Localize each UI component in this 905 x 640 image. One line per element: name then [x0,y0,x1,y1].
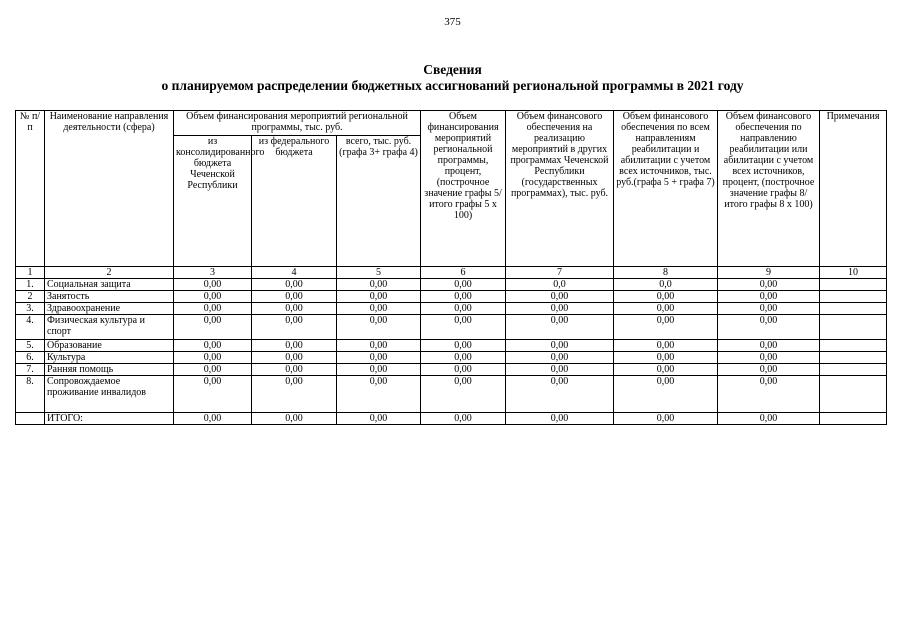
cell-share: 0,00 [421,303,506,315]
header-federal: из федерального бюджета [252,136,337,267]
table-row [16,279,887,291]
cell-consolidated: 0,00 [174,291,252,303]
cell-share: 0,00 [421,279,506,291]
row-number: 7. [16,364,45,376]
row-name: Сопровождаемое проживание инвалидов [45,376,174,413]
cell-all-sources-share: 0,00 [718,364,820,376]
row-number: 1. [16,279,45,291]
cell-federal: 0,00 [252,315,337,340]
cell-other-programs: 0,0 [506,279,614,291]
cell-share: 0,00 [421,376,506,413]
cell-total: 0,00 [337,279,421,291]
cell-total: 0,00 [337,376,421,413]
cell-other-programs: 0,00 [506,376,614,413]
cell-notes [820,340,887,352]
cell-notes [820,315,887,340]
header-share: Объем финансирования мероприятий региональной программы, процент, (построчное значение графы 5/ итого графы 5 х 100) [421,111,506,267]
cell-total: 0,00 [337,340,421,352]
cell-consolidated: 0,00 [174,279,252,291]
cell-federal: 0,00 [252,376,337,413]
header-no: № п/п [16,111,45,267]
cell-total: 0,00 [337,315,421,340]
cell-all-sources: 0,00 [614,315,718,340]
cell-notes [820,303,887,315]
row-number: 4. [16,315,45,340]
cell-consolidated: 0,00 [174,340,252,352]
header-funding-group: Объем финансирования мероприятий региональной программы, тыс. руб. [174,111,421,136]
cell-all-sources: 0,00 [614,376,718,413]
column-number: 4 [252,267,337,279]
cell-all-sources: 0,00 [614,303,718,315]
cell-other-programs: 0,00 [506,413,614,425]
cell-all-sources-share: 0,00 [718,315,820,340]
cell-federal: 0,00 [252,364,337,376]
cell-share: 0,00 [421,315,506,340]
row-number [16,413,45,425]
table-row [16,315,887,340]
cell-total: 0,00 [337,352,421,364]
cell-total: 0,00 [337,291,421,303]
column-number-row [16,267,887,279]
cell-all-sources-share: 0,00 [718,352,820,364]
cell-all-sources-share: 0,00 [718,279,820,291]
row-name: Ранняя помощь [45,364,174,376]
row-name: Культура [45,352,174,364]
header-all-sources: Объем финансового обеспечения по всем направлениям реабилитации и абилитации с учетом всех источников, тыс. руб.(графа 5 + графа 7) [614,111,718,267]
document-title [0,62,905,94]
row-name: Социальная защита [45,279,174,291]
cell-notes [820,291,887,303]
header-name: Наименование направления деятельности (сфера) [45,111,174,267]
cell-share: 0,00 [421,291,506,303]
column-number: 3 [174,267,252,279]
cell-federal: 0,00 [252,279,337,291]
column-number: 6 [421,267,506,279]
cell-other-programs: 0,00 [506,340,614,352]
cell-notes [820,352,887,364]
cell-consolidated: 0,00 [174,376,252,413]
cell-notes [820,279,887,291]
row-name: Занятость [45,291,174,303]
cell-federal: 0,00 [252,340,337,352]
document-title-line-1: Сведения [423,62,482,77]
cell-total: 0,00 [337,364,421,376]
header-consolidated: из консолидированного бюджета Чеченской Республики [174,136,252,267]
cell-total: 0,00 [337,413,421,425]
cell-share: 0,00 [421,340,506,352]
cell-all-sources-share: 0,00 [718,376,820,413]
budget-allocation-table [15,110,887,425]
table-row [16,340,887,352]
cell-all-sources: 0,00 [614,352,718,364]
cell-consolidated: 0,00 [174,352,252,364]
column-number: 9 [718,267,820,279]
cell-other-programs: 0,00 [506,291,614,303]
cell-all-sources: 0,00 [614,340,718,352]
cell-all-sources: 0,00 [614,291,718,303]
column-number: 8 [614,267,718,279]
row-number: 8. [16,376,45,413]
header-other-programs: Объем финансового обеспечения на реализацию мероприятий в других программах Чеченской Республики (государственных программах), тыс. руб. [506,111,614,267]
cell-share: 0,00 [421,352,506,364]
header-all-sources-share: Объем финансового обеспечения по направлению реабилитации или абилитации с учетом всех источников, процент, (построчное значение графы 8/ итого графы 8 х 100) [718,111,820,267]
cell-consolidated: 0,00 [174,364,252,376]
cell-all-sources-share: 0,00 [718,291,820,303]
cell-other-programs: 0,00 [506,303,614,315]
table-row [16,291,887,303]
cell-total: 0,00 [337,303,421,315]
table-row [16,352,887,364]
cell-consolidated: 0,00 [174,413,252,425]
header-row-1 [16,111,887,136]
cell-share: 0,00 [421,364,506,376]
cell-federal: 0,00 [252,352,337,364]
cell-notes [820,376,887,413]
table-row [16,364,887,376]
cell-all-sources: 0,00 [614,364,718,376]
cell-other-programs: 0,00 [506,352,614,364]
row-number: 5. [16,340,45,352]
row-number: 6. [16,352,45,364]
cell-all-sources-share: 0,00 [718,413,820,425]
cell-federal: 0,00 [252,303,337,315]
cell-other-programs: 0,00 [506,364,614,376]
column-number: 5 [337,267,421,279]
row-number: 3. [16,303,45,315]
table-row [16,376,887,413]
row-name: Физическая культура и спорт [45,315,174,340]
cell-consolidated: 0,00 [174,303,252,315]
cell-all-sources-share: 0,00 [718,340,820,352]
cell-federal: 0,00 [252,413,337,425]
column-number: 10 [820,267,887,279]
table-body [16,267,887,425]
cell-federal: 0,00 [252,291,337,303]
row-number: 2 [16,291,45,303]
row-name: ИТОГО: [45,413,174,425]
cell-all-sources: 0,00 [614,413,718,425]
cell-notes [820,364,887,376]
cell-share: 0,00 [421,413,506,425]
cell-all-sources: 0,0 [614,279,718,291]
column-number: 7 [506,267,614,279]
row-name: Здравоохранение [45,303,174,315]
row-name: Образование [45,340,174,352]
cell-other-programs: 0,00 [506,315,614,340]
table-row [16,303,887,315]
cell-all-sources-share: 0,00 [718,303,820,315]
total-row [16,413,887,425]
cell-notes [820,413,887,425]
cell-consolidated: 0,00 [174,315,252,340]
header-total: всего, тыс. руб. (графа 3+ графа 4) [337,136,421,267]
column-number: 1 [16,267,45,279]
page-number: 375 [444,16,461,28]
header-notes: Примечания [820,111,887,267]
column-number: 2 [45,267,174,279]
document-title-line-2: о планируемом распределении бюджетных ассигнований региональной программы в 2021 году [161,78,744,93]
